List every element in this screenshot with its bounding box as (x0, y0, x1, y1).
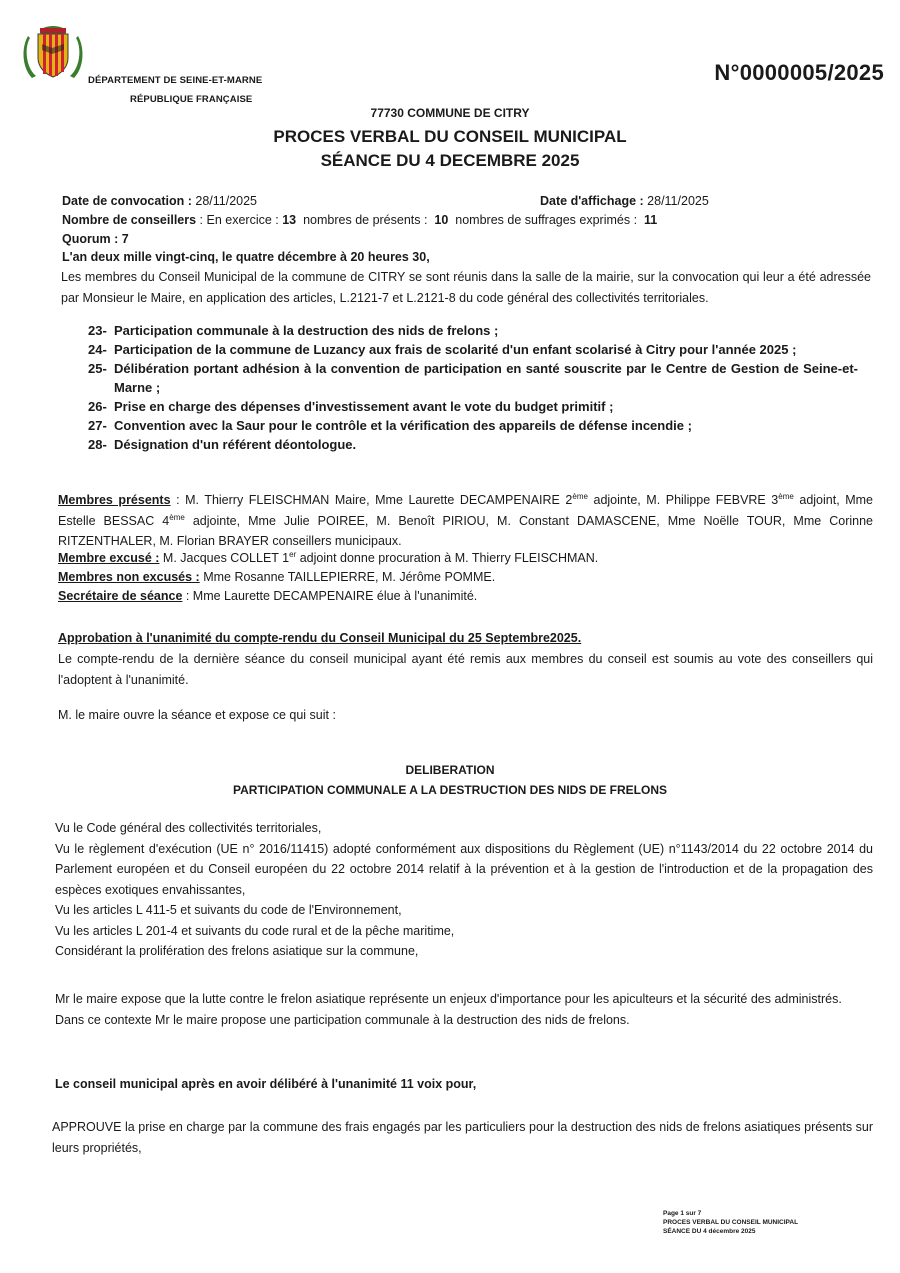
ordinal-suffix: ème (778, 492, 794, 501)
agenda-text: Prise en charge des dépenses d'investissement avant le vote du budget primitif ; (114, 399, 614, 414)
agenda-number: 26- (88, 399, 107, 414)
legal-basis (55, 818, 873, 962)
presents-text: nombres de présents : (296, 213, 435, 227)
conseillers-label: Nombre de conseillers (62, 213, 197, 227)
opening-statement: M. le maire ouvre la séance et expose ce qui suit : (58, 708, 336, 722)
suffrages-value: 11 (644, 213, 658, 227)
vu-line: Vu le Code général des collectivités territoriales, (55, 821, 322, 835)
session-secretary-text: : Mme Laurette DECAMPENAIRE élue à l'unanimité. (182, 589, 478, 603)
agenda-item (88, 397, 858, 416)
agenda-text: Participation de la commune de Luzancy aux frais de scolarité d'un enfant scolarisé à Citry pour l'année 2025 ; (114, 342, 797, 357)
session-date-line: L'an deux mille vingt-cinq, le quatre décembre à 20 heures 30, (62, 250, 430, 264)
commune-name: 77730 COMMUNE DE CITRY (370, 106, 530, 120)
agenda-number: 25- (88, 361, 107, 376)
affichage-line (540, 192, 709, 211)
convocation-line (62, 192, 257, 211)
members-not-excused (58, 568, 495, 587)
vu-line: Vu le règlement d'exécution (UE n° 2016/11415) adopté conformément aux dispositions du Règlement (UE) n°1143/2014 du 22 octobre 2014 du Parlement européen et du Conseil européen du 22 octobre 2014 relatif à la prévention et à la gestion de l'introduction et de la propagation des espèces exotiques envahissantes, (55, 841, 873, 897)
vu-line: Vu les articles L 411-5 et suivants du code de l'Environnement, (55, 903, 402, 917)
suffrages-text: nombres de suffrages exprimés : (448, 213, 645, 227)
convocation-label: Date de convocation : (62, 194, 192, 208)
ordinal-suffix: ème (572, 492, 588, 501)
ordinal-suffix: ème (169, 512, 185, 522)
conseillers-line (62, 211, 657, 230)
agenda-number: 28- (88, 437, 107, 452)
quorum: Quorum : 7 (62, 232, 129, 246)
agenda-number: 27- (88, 418, 107, 433)
agenda-text: Participation communale à la destruction des nids de frelons ; (114, 323, 499, 338)
agenda-text: Délibération portant adhésion à la convention de participation en santé souscrite par le Centre de Gestion de Seine-et-Marne ; (114, 361, 858, 395)
affichage-label: Date d'affichage : (540, 194, 644, 208)
session-date: SÉANCE DU 4 DECEMBRE 2025 (320, 151, 580, 170)
page-footer (663, 1209, 798, 1236)
members-present-text: adjoint, Mme Estelle BESSAC 4 (58, 493, 874, 528)
republic-name: RÉPUBLIQUE FRANÇAISE (130, 94, 253, 105)
members-present-text: adjointe, Mme Julie POIREE, M. Benoît PIRIOU, M. Constant DAMASCENE, Mme Noëlle TOUR, Mme Corinne RITZENTHALER, M. Florian BRAYER conseillers municipaux. (58, 513, 873, 548)
department-name: DÉPARTEMENT DE SEINE-ET-MARNE (88, 75, 263, 86)
agenda-item (88, 321, 858, 340)
members-not-excused-label: Membres non excusés : (58, 570, 200, 584)
session-secretary (58, 587, 477, 606)
session-secretary-label: Secrétaire de séance (58, 589, 183, 603)
page-title (0, 125, 900, 173)
document-number: N°0000005/2025 (714, 60, 884, 85)
exercice-value: 13 (282, 213, 297, 227)
exposition-line: Dans ce contexte Mr le maire propose une participation communale à la destruction des nids de frelons. (55, 1012, 630, 1027)
convocation-date: 28/11/2025 (191, 194, 257, 208)
agenda-text: Convention avec la Saur pour le contrôle et la vérification des appareils de défense incendie ; (114, 418, 692, 433)
members-excused-label: Membre excusé : (58, 551, 160, 565)
intro-paragraph: Les membres du Conseil Municipal de la commune de CITRY se sont réunis dans la salle de la mairie, sur la convocation qui leur a été adressée par Monsieur le Maire, en application des articles, L.2121-7 et L.2121-8 du code général des collectivités territoriales. (61, 270, 871, 305)
agenda-text: Désignation d'un référent déontologue. (114, 437, 357, 452)
members-present-text: : M. Thierry FLEISCHMAN Maire, Mme Laurette DECAMPENAIRE 2 (170, 493, 573, 507)
mayor-exposition (55, 989, 873, 1030)
members-excused-text: M. Jacques COLLET 1 (159, 551, 290, 565)
presents-value: 10 (434, 213, 449, 227)
vote-result: Le conseil municipal après en avoir délibéré à l'unanimité 11 voix pour, (55, 1077, 477, 1091)
deliberation-title: PARTICIPATION COMMUNALE A LA DESTRUCTION DES NIDS DE FRELONS (233, 783, 667, 797)
members-excused (58, 549, 598, 568)
document-title: PROCES VERBAL DU CONSEIL MUNICIPAL (273, 127, 627, 146)
exposition-line: Mr le maire expose que la lutte contre le frelon asiatique représente un enjeux d'importance pour les apiculteurs et la sécurité des administrés. (55, 992, 842, 1006)
agenda-item (88, 435, 858, 454)
members-present (58, 490, 873, 552)
agenda-number: 24- (88, 342, 107, 357)
approval-decision: APPROUVE la prise en charge par la commune des frais engagés par les particuliers pour la destruction des nids de frelons asiatiques présents sur leurs propriétés, (52, 1120, 873, 1155)
agenda-item (88, 340, 858, 359)
footer-line: PROCES VERBAL DU CONSEIL MUNICIPAL (663, 1219, 799, 1226)
approval-text: Le compte-rendu de la dernière séance du conseil municipal ayant été remis aux membres du conseil est soumis au vote des conseillers qui l'adoptent à l'unanimité. (58, 652, 873, 687)
deliberation-label: DELIBERATION (405, 763, 495, 777)
department-block (88, 71, 262, 109)
footer-line: SÉANCE DU 4 décembre 2025 (663, 1228, 756, 1235)
crest-icon (22, 24, 84, 80)
vu-line: Considérant la prolifération des frelons asiatique sur la commune, (55, 944, 419, 958)
ordinal-suffix: er (289, 550, 297, 559)
agenda-list (88, 321, 858, 454)
vu-line: Vu les articles L 201-4 et suivants du code rural et de la pêche maritime, (55, 923, 455, 938)
members-excused-text: adjoint donne procuration à M. Thierry FLEISCHMAN. (296, 551, 599, 565)
affichage-date: 28/11/2025 (643, 194, 709, 208)
agenda-number: 23- (88, 323, 107, 338)
members-not-excused-text: Mme Rosanne TAILLEPIERRE, M. Jérôme POMME. (199, 570, 496, 584)
exercice-text: : En exercice : (196, 213, 283, 227)
members-present-label: Membres présents (58, 493, 171, 507)
members-present-text: adjointe, M. Philippe FEBVRE 3 (587, 493, 779, 507)
agenda-item (88, 416, 858, 435)
page-number: Page 1 sur 7 (663, 1210, 702, 1217)
approval-heading: Approbation à l'unanimité du compte-rendu du Conseil Municipal du 25 Septembre2025. (58, 631, 582, 645)
agenda-item (88, 359, 858, 397)
